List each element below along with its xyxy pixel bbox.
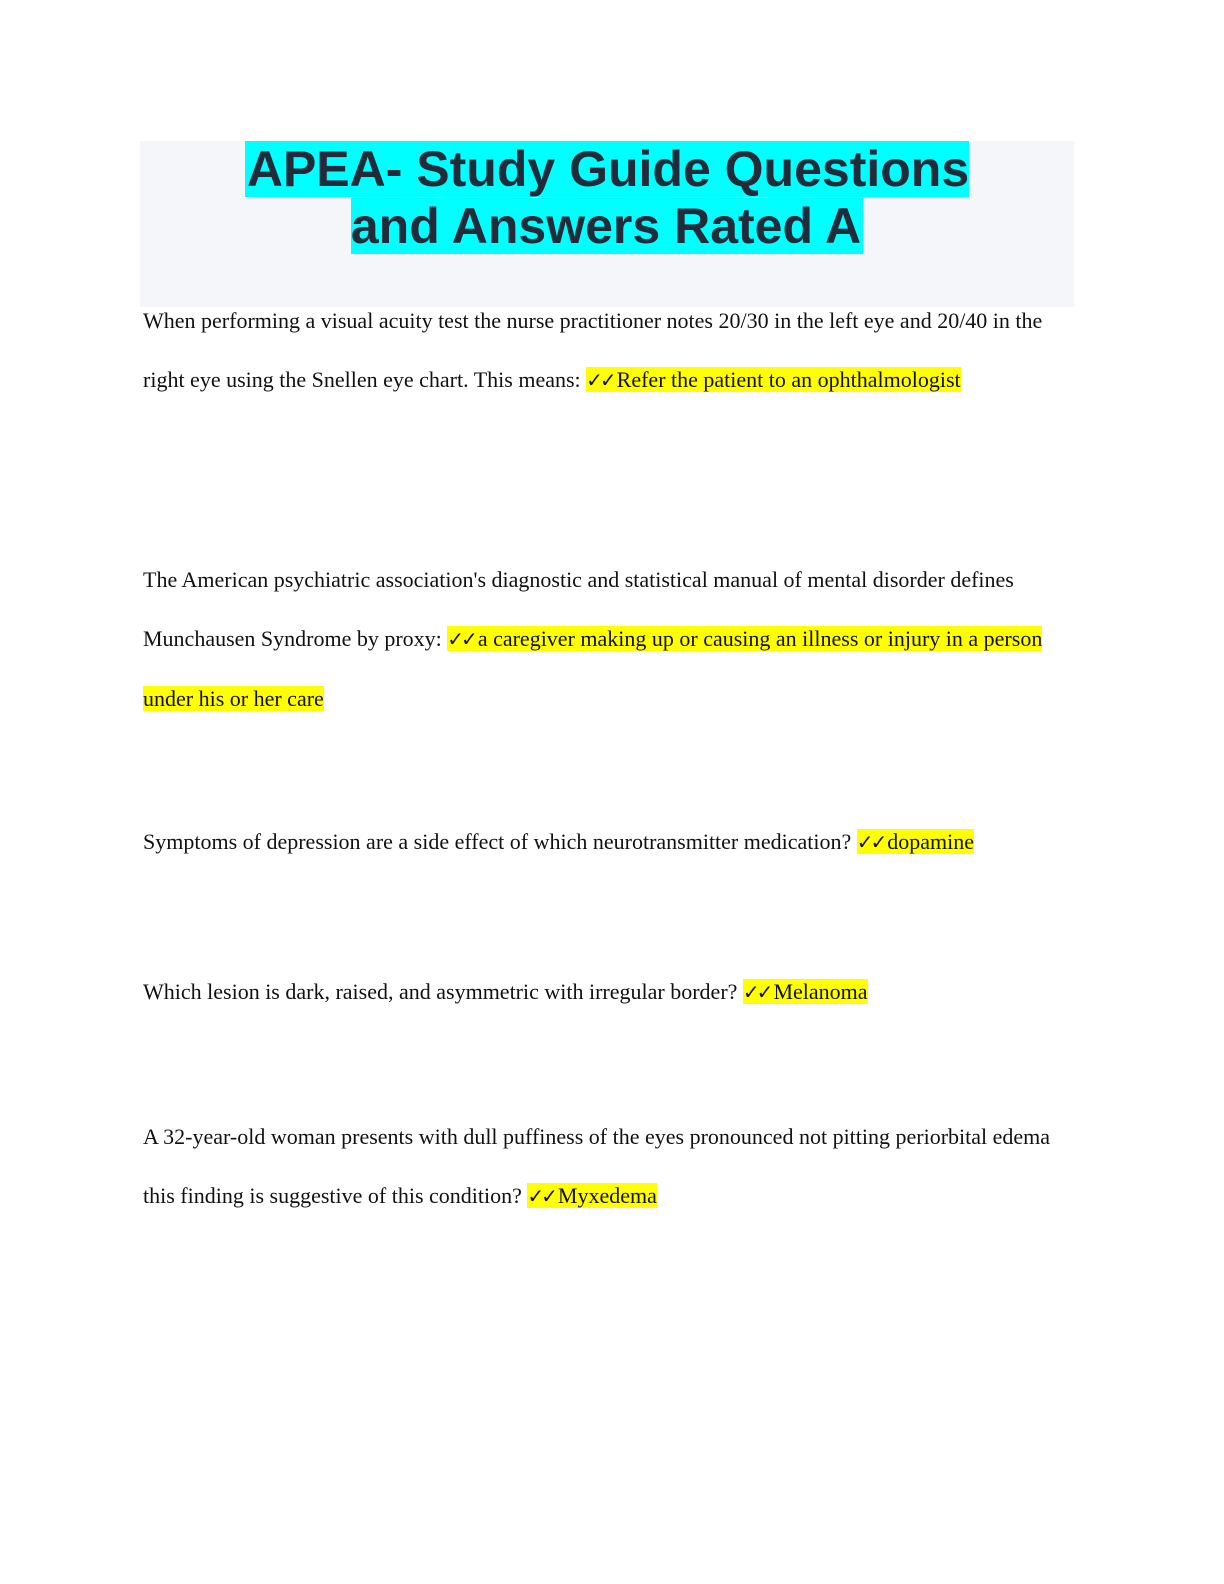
question-text: Which lesion is dark, raised, and asymmetric with irregular border?	[143, 979, 738, 1004]
question-text: When performing a visual acuity test the nurse practitioner notes 20/30 in the left eye and 20/40 in the right eye using the Snellen eye chart. This means:	[143, 308, 1043, 392]
answer-highlight	[586, 367, 961, 392]
question-text: The American psychiatric association's diagnostic and statistical manual of mental disorder defines Munchausen Syndrome by proxy:	[143, 567, 1014, 651]
answer-text: dopamine	[887, 829, 975, 854]
title-wrapper	[207, 141, 1007, 255]
qa-item-1	[143, 291, 1073, 410]
title-block	[140, 141, 1074, 307]
qa-item-3	[143, 812, 1073, 872]
page-title: APEA- Study Guide Questions and Answers Rated A	[246, 141, 970, 254]
qa-item-2	[143, 550, 1073, 728]
answer-highlight	[527, 1183, 656, 1208]
double-check-icon: ✓✓	[856, 830, 885, 854]
answer-text: Refer the patient to an ophthalmologist	[616, 367, 961, 392]
qa-item-4	[143, 962, 1073, 1022]
answer-highlight	[857, 829, 974, 854]
double-check-icon: ✓✓	[527, 1184, 555, 1208]
question-text: Symptoms of depression are a side effect of which neurotransmitter medication?	[143, 829, 852, 854]
double-check-icon: ✓✓	[586, 368, 614, 392]
answer-text: a caregiver making up or causing an illness or injury in a person under his or her care	[143, 626, 1043, 711]
double-check-icon: ✓✓	[447, 627, 475, 651]
answer-text: Myxedema	[557, 1183, 657, 1208]
double-check-icon: ✓✓	[742, 980, 771, 1004]
qa-item-5	[143, 1107, 1073, 1226]
answer-text: Melanoma	[773, 979, 868, 1004]
question-text: A 32-year-old woman presents with dull puffiness of the eyes pronounced not pitting periorbital edema this finding is suggestive of this condition?	[143, 1124, 1051, 1208]
answer-highlight	[743, 979, 868, 1004]
